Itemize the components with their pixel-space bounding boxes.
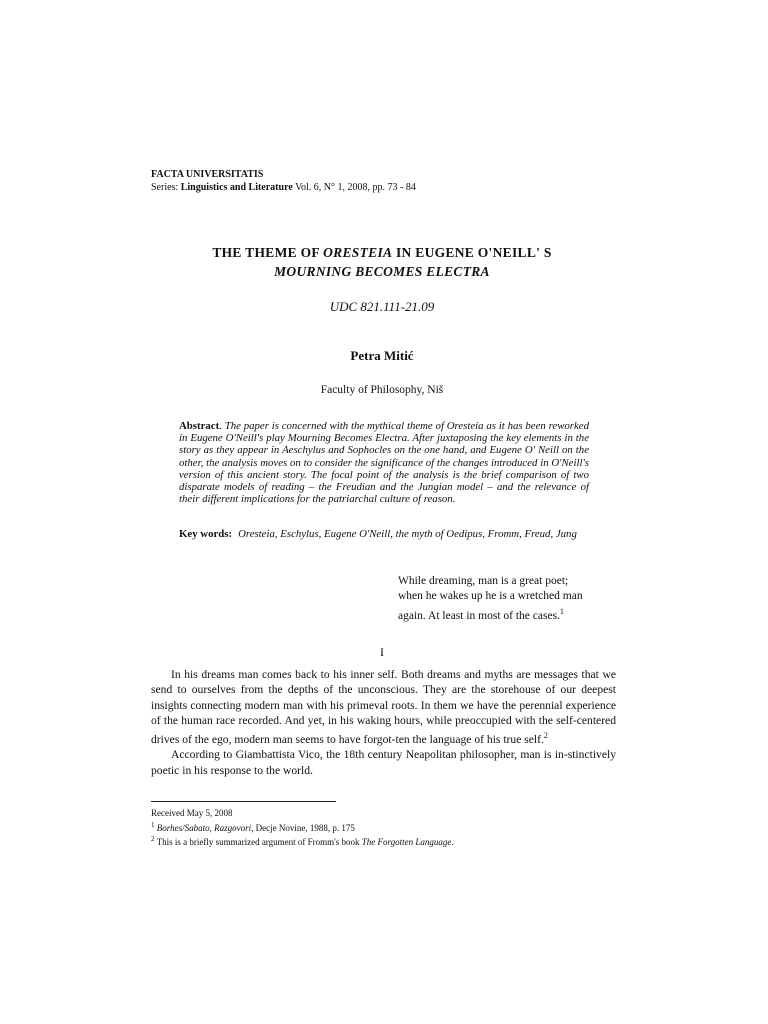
title-italic: MOURNING BECOMES ELECTRA xyxy=(274,264,490,279)
footnote-text: . xyxy=(451,837,454,847)
epigraph-line: While dreaming, man is a great poet; xyxy=(398,575,569,587)
footnote-number: 2 xyxy=(151,835,155,843)
footnote-italic: The Forgotten Language xyxy=(361,837,452,847)
footnote-divider xyxy=(151,801,336,802)
epigraph-text: again. At least in most of the cases. xyxy=(398,609,560,622)
epigraph xyxy=(398,574,616,624)
udc-code: UDC 821.111-21.09 xyxy=(329,299,435,314)
received-note: Received May 5, 2008 xyxy=(151,808,233,818)
epigraph-line: when he wakes up he is a wretched man xyxy=(398,590,583,602)
keywords-label: Key words: xyxy=(179,528,233,540)
journal-header xyxy=(151,168,416,194)
author-affiliation: Faculty of Philosophy, Niš xyxy=(320,384,444,396)
paper-title xyxy=(150,243,614,281)
footnote-1 xyxy=(151,820,454,835)
title-italic: ORESTEIA xyxy=(323,245,393,260)
keywords xyxy=(179,528,589,541)
journal-name: FACTA UNIVERSITATIS xyxy=(151,169,264,180)
footnote-italic: Borhes/Sabato, Razgovori xyxy=(156,822,252,833)
author-name: Petra Mitić xyxy=(350,348,414,363)
title-text: IN EUGENE O'NEILL' S xyxy=(392,245,552,260)
title-text: THE THEME OF xyxy=(212,245,324,260)
series-line xyxy=(151,181,416,194)
keywords-label-text: Key words xyxy=(179,528,229,540)
abstract-label: Abstract xyxy=(179,420,220,432)
footnote-number: 1 xyxy=(151,820,155,829)
footnote-text: , Decje Novine, 1988, p. 175 xyxy=(251,822,355,833)
footnote-ref: 2 xyxy=(543,731,548,741)
footnote-text: This is a briefly summarized argument of Fromm's book xyxy=(156,837,362,847)
section-heading: I xyxy=(380,645,384,659)
title-line-2 xyxy=(150,262,614,281)
paragraph xyxy=(151,667,616,747)
footnotes xyxy=(151,808,454,849)
series-details: Vol. 6, N° 1, 2008, pp. 73 - 84 xyxy=(292,182,416,193)
epigraph-line xyxy=(398,604,616,624)
footnote-ref: 1 xyxy=(559,607,564,616)
series-name: Linguistics and Literature xyxy=(180,182,293,193)
paragraph-text: In his dreams man comes back to his inner self. Both dreams and myths are messages that we send to ourselves from the depths of the unconscious. They are the storehouse of our deepest insights connecting modern man with his primeval roots. In them we have the perennial experience of the human race recorded. And yet, in his waking hours, while preoccupied with the self-centered drives of the ego, modern man seems to have forgot-ten the language of his true self. xyxy=(151,668,616,747)
series-prefix: Series: xyxy=(151,182,181,193)
keywords-text: Oresteia, Eschylus, Eugene O'Neill, the myth of Oedipus, Fromm, Freud, Jung xyxy=(238,528,577,540)
body-text xyxy=(151,667,616,778)
title-line-1 xyxy=(150,243,614,262)
abstract xyxy=(179,420,589,505)
abstract-text: . The paper is concerned with the mythical theme of Oresteia as it has been reworked in Eugene O'Neill's play Mourning Becomes Electra. After juxtaposing the key elements in the story as they appear in Aeschylus and Sophocles on the one hand, and Eugene O' Neill on the other, the analysis moves on to consider the significance of the changes introduced in O'Neill's version of this ancient story. The focal point of the analysis is the brief comparison of two disparate models of reading – the Freudian and the Jungian model – and the relevance of their different implications for the patriarchal culture of reason. xyxy=(179,420,589,506)
footnote-2 xyxy=(151,834,454,849)
paragraph: According to Giambattista Vico, the 18th century Neapolitan philosopher, man is in-stinctively poetic in his response to the world. xyxy=(151,748,616,777)
